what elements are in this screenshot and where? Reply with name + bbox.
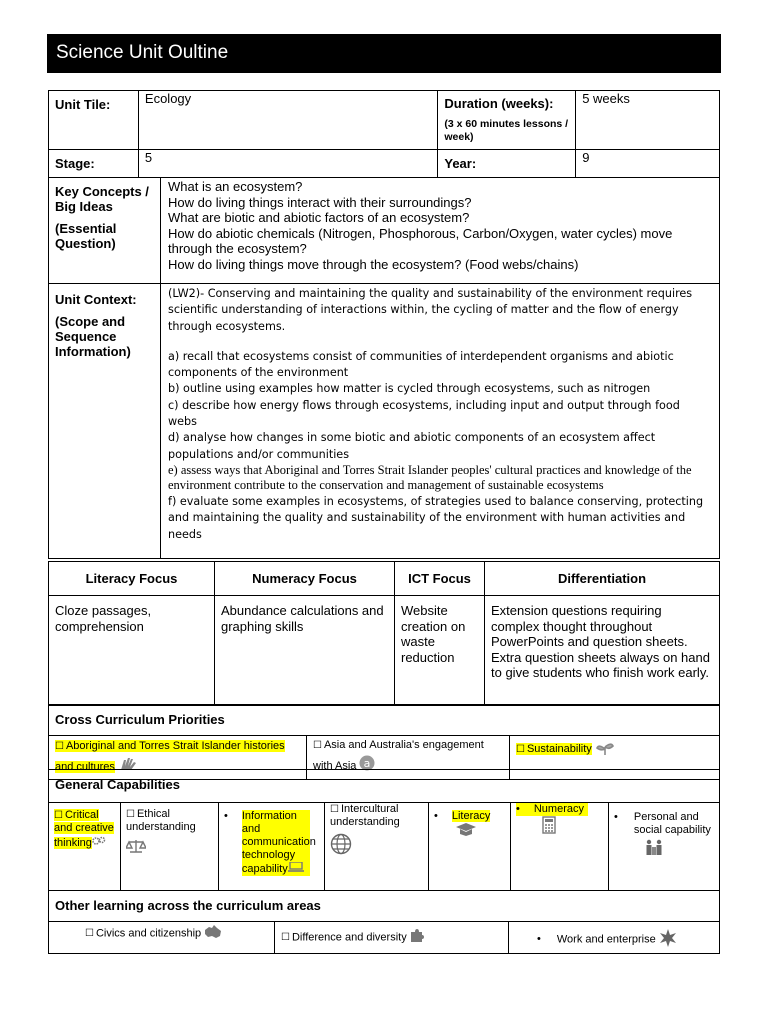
general-capabilities-table — [48, 769, 720, 891]
other-diversity: ☐ Difference and diversity — [275, 922, 509, 954]
unit-context-label: Unit Context: — [55, 292, 137, 307]
capability-personal: • Personal and social capability — [609, 803, 720, 891]
differentiation-value: Extension questions requiring complex thought throughout PowerPoints and question sheets. Extra question sheets always on hand to give students who finish work early. — [485, 596, 720, 706]
general-capabilities-label: General Capabilities — [49, 770, 720, 803]
leaf-icon — [595, 740, 615, 759]
literacy-focus-header: Literacy Focus — [49, 562, 215, 596]
grad-cap-icon — [456, 823, 476, 841]
key-question: What is an ecosystem? — [168, 179, 303, 194]
capability-literacy: • Literacy — [429, 803, 511, 891]
capability-intercultural-label: Intercultural understanding — [330, 803, 400, 828]
capability-ethical-label: Ethical understanding — [126, 808, 196, 833]
literacy-focus-value: Cloze passages, comprehension — [49, 596, 215, 706]
key-question: What are biotic and abiotic factors of an ecosystem? — [168, 210, 470, 225]
other-civics-label: Civics and citizenship — [95, 927, 202, 940]
context-outcome-e: e) assess ways that Aboriginal and Torres Strait Islander peoples' cultural practices and knowledge of the environment contribute to the conservation and management of sustainable ecosystems — [168, 462, 692, 493]
page-title: Science Unit Oultine — [47, 34, 721, 73]
cross-curriculum-label: Cross Curriculum Priorities — [49, 705, 720, 736]
capability-ict-label: Information and communication technology capability — [241, 810, 316, 875]
key-concepts-cell — [49, 178, 161, 284]
capability-critical-label: Critical and creative thinking — [54, 809, 114, 849]
gears-icon — [92, 835, 106, 851]
other-learning-table — [48, 890, 720, 954]
duration-label: Duration (weeks): — [444, 96, 554, 111]
computer-icon — [288, 862, 304, 876]
other-work: • Work and enterprise — [509, 922, 720, 954]
stage-label: Stage: — [49, 150, 139, 178]
ict-focus-value: Website creation on waste reduction — [395, 596, 485, 706]
concepts-context-table — [48, 177, 720, 559]
year-label: Year: — [438, 150, 576, 178]
differentiation-header: Differentiation — [485, 562, 720, 596]
puzzle-icon — [410, 929, 424, 946]
capability-literacy-label: Literacy — [451, 810, 491, 822]
duration-note: (3 x 60 minutes lessons / week) — [444, 118, 569, 143]
cross-priority-aboriginal-label: Aboriginal and Torres Strait Islander histories and cultures — [55, 740, 285, 773]
context-intro: (LW2)- Conserving and maintaining the quality and sustainability of the environment requires scientific understanding of interactions within, the cycling of matter and the flow of energy through ecosystems. — [168, 287, 693, 333]
key-question: How do living things move through the ecosystem? (Food webs/chains) — [168, 256, 579, 272]
capability-ict: • Information and communication technology capability — [219, 803, 325, 891]
unit-title-label: Unit Tile: — [49, 91, 139, 150]
unit-title-value: Ecology — [138, 91, 437, 150]
capability-intercultural: ☐ Intercultural understanding — [325, 803, 429, 891]
cross-priority-asia-label: Asia and Australia's engagement with Asia — [313, 739, 484, 772]
context-outcome-f: f) evaluate some examples in ecosystems, of strategies used to balance conserving, protecting and maintaining the quality and sustainability of the environment with human activities and needs — [168, 494, 704, 541]
context-outcome-d: d) analyse how changes in some biotic and abiotic components of an ecosystem affect populations and/or communities — [168, 431, 656, 461]
capability-numeracy: • Numeracy — [511, 803, 609, 891]
other-learning-label: Other learning across the curriculum areas — [49, 891, 720, 922]
cross-priority-sustainability: ☐ Sustainability — [510, 736, 720, 780]
scope-sequence-label: (Scope and Sequence Information) — [55, 314, 131, 359]
year-value: 9 — [576, 150, 720, 178]
cross-priority-sustainability-label: Sustainability — [526, 743, 592, 756]
cross-priority-aboriginal: ☐ Aboriginal and Torres Strait Islander histories and cultures — [49, 736, 307, 780]
key-questions-cell — [161, 178, 720, 284]
duration-value: 5 weeks — [576, 91, 720, 150]
key-question: How do abiotic chemicals (Nitrogen, Phosphorous, Carbon/Oxygen, water cycles) move through the ecosystem? — [168, 225, 673, 256]
people-icon — [644, 839, 664, 859]
capability-numeracy-label: Numeracy — [533, 803, 584, 815]
capability-ethical: ☐ Ethical understanding — [121, 803, 219, 891]
unit-context-cell — [49, 284, 161, 559]
stage-value: 5 — [138, 150, 437, 178]
unit-context-content — [161, 284, 720, 559]
numeracy-focus-header: Numeracy Focus — [215, 562, 395, 596]
capability-critical: ☐ Critical and creative thinking — [49, 803, 121, 891]
duration-cell — [438, 91, 576, 150]
numeracy-focus-value: Abundance calculations and graphing skills — [215, 596, 395, 706]
context-outcome-c: c) describe how energy flows through ecosystems, including input and output through food webs — [168, 398, 680, 429]
ict-focus-header: ICT Focus — [395, 562, 485, 596]
svg-text:a: a — [364, 757, 371, 770]
unit-header-table — [48, 90, 720, 178]
other-civics: ☐ Civics and citizenship — [49, 922, 275, 954]
other-work-label: Work and enterprise — [556, 933, 656, 946]
other-diversity-label: Difference and diversity — [291, 931, 407, 944]
context-outcome-b: b) outline using examples how matter is cycled through ecosystems, such as nitrogen — [168, 382, 651, 396]
scales-icon — [126, 838, 146, 858]
key-concepts-label: Key Concepts / Big Ideas — [55, 184, 149, 214]
essential-question-label: (Essential Question) — [55, 221, 117, 251]
star-icon — [659, 929, 677, 950]
focus-table — [48, 561, 720, 706]
key-question: How do living things interact with their surroundings? — [168, 194, 472, 210]
context-outcome-a: a) recall that ecosystems consist of communities of interdependent organisms and abiotic components of the environment — [168, 349, 674, 380]
calculator-icon — [542, 816, 556, 838]
capability-personal-label: Personal and social capability — [633, 811, 711, 836]
globe-icon — [330, 833, 352, 859]
australia-map-icon — [204, 925, 222, 942]
cross-priority-asia: ☐ Asia and Australia's engagement with Asia a — [307, 736, 510, 780]
